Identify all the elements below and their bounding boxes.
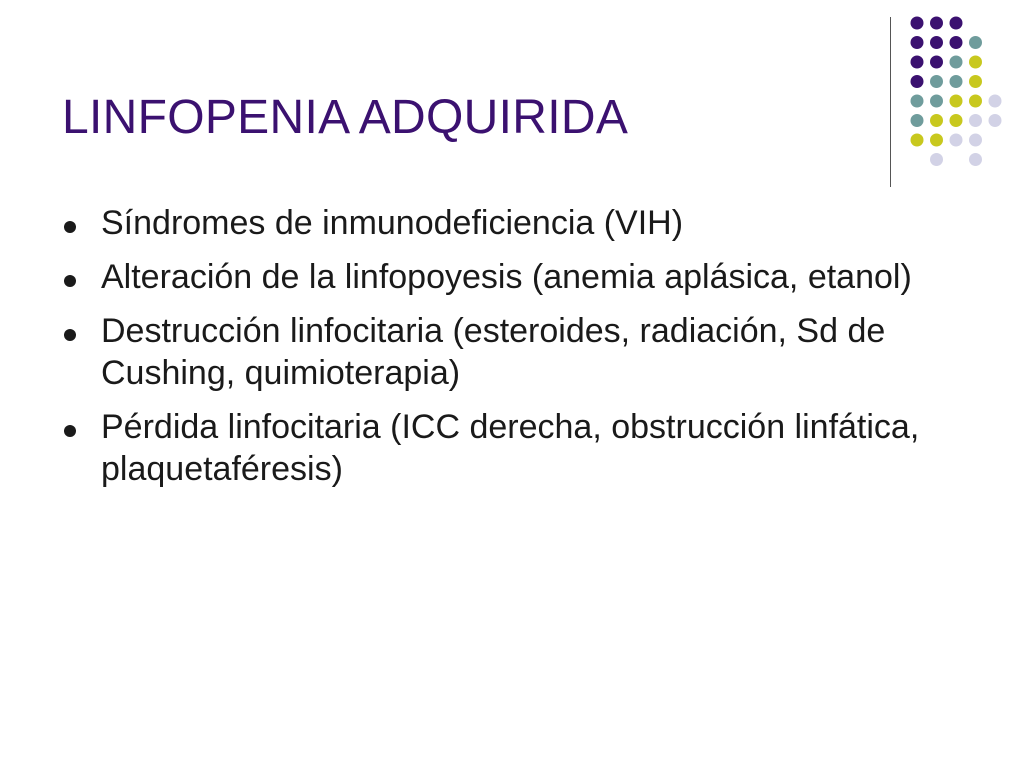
decorative-dot — [930, 56, 943, 69]
decorative-dot — [969, 114, 982, 127]
decorative-dot — [950, 17, 963, 30]
decorative-dot — [930, 36, 943, 49]
slide-title: LINFOPENIA ADQUIRIDA — [62, 91, 629, 144]
bullet-text: Síndromes de inmunodeficiencia (VIH) — [101, 204, 684, 242]
bullet-marker — [64, 425, 76, 437]
decorative-dot — [950, 114, 963, 127]
decorative-dot — [930, 114, 943, 127]
decorative-dot — [989, 114, 1002, 127]
decorative-dot — [950, 75, 963, 88]
decorative-dot — [930, 17, 943, 30]
decorative-dot — [911, 17, 924, 30]
bullet-list — [62, 202, 982, 502]
bullet-item — [62, 202, 982, 244]
decorative-dot — [950, 95, 963, 108]
bullet-text: Alteración de la linfopoyesis (anemia aplásica, etanol) — [101, 258, 912, 296]
decorative-dot — [930, 95, 943, 108]
decorative-dot — [950, 56, 963, 69]
decorative-dot — [911, 56, 924, 69]
decorative-dot — [969, 134, 982, 147]
decorative-dot — [911, 75, 924, 88]
bullet-text: Pérdida linfocitaria (ICC derecha, obstrucción linfática, plaquetaféresis) — [101, 408, 920, 488]
decorative-dot — [950, 134, 963, 147]
bullet-marker — [64, 329, 76, 341]
decorative-dot — [969, 75, 982, 88]
decorative-dot — [911, 134, 924, 147]
decorative-dot — [911, 114, 924, 127]
decorative-dot — [989, 95, 1002, 108]
decorative-dot — [930, 75, 943, 88]
decorative-dot — [969, 153, 982, 166]
bullet-marker — [64, 221, 76, 233]
bullet-item — [62, 406, 982, 490]
decorative-dot — [969, 36, 982, 49]
decorative-dot — [911, 95, 924, 108]
decorative-dot — [969, 56, 982, 69]
decorative-dot — [930, 153, 943, 166]
vertical-divider — [890, 17, 891, 187]
bullet-text: Destrucción linfocitaria (esteroides, radiación, Sd de Cushing, quimioterapia) — [101, 312, 886, 392]
bullet-marker — [64, 275, 76, 287]
bullet-item — [62, 256, 982, 298]
decorative-dot — [950, 36, 963, 49]
decorative-dot — [911, 36, 924, 49]
decorative-dot — [969, 95, 982, 108]
bullet-item — [62, 310, 982, 394]
decorative-dot — [930, 134, 943, 147]
